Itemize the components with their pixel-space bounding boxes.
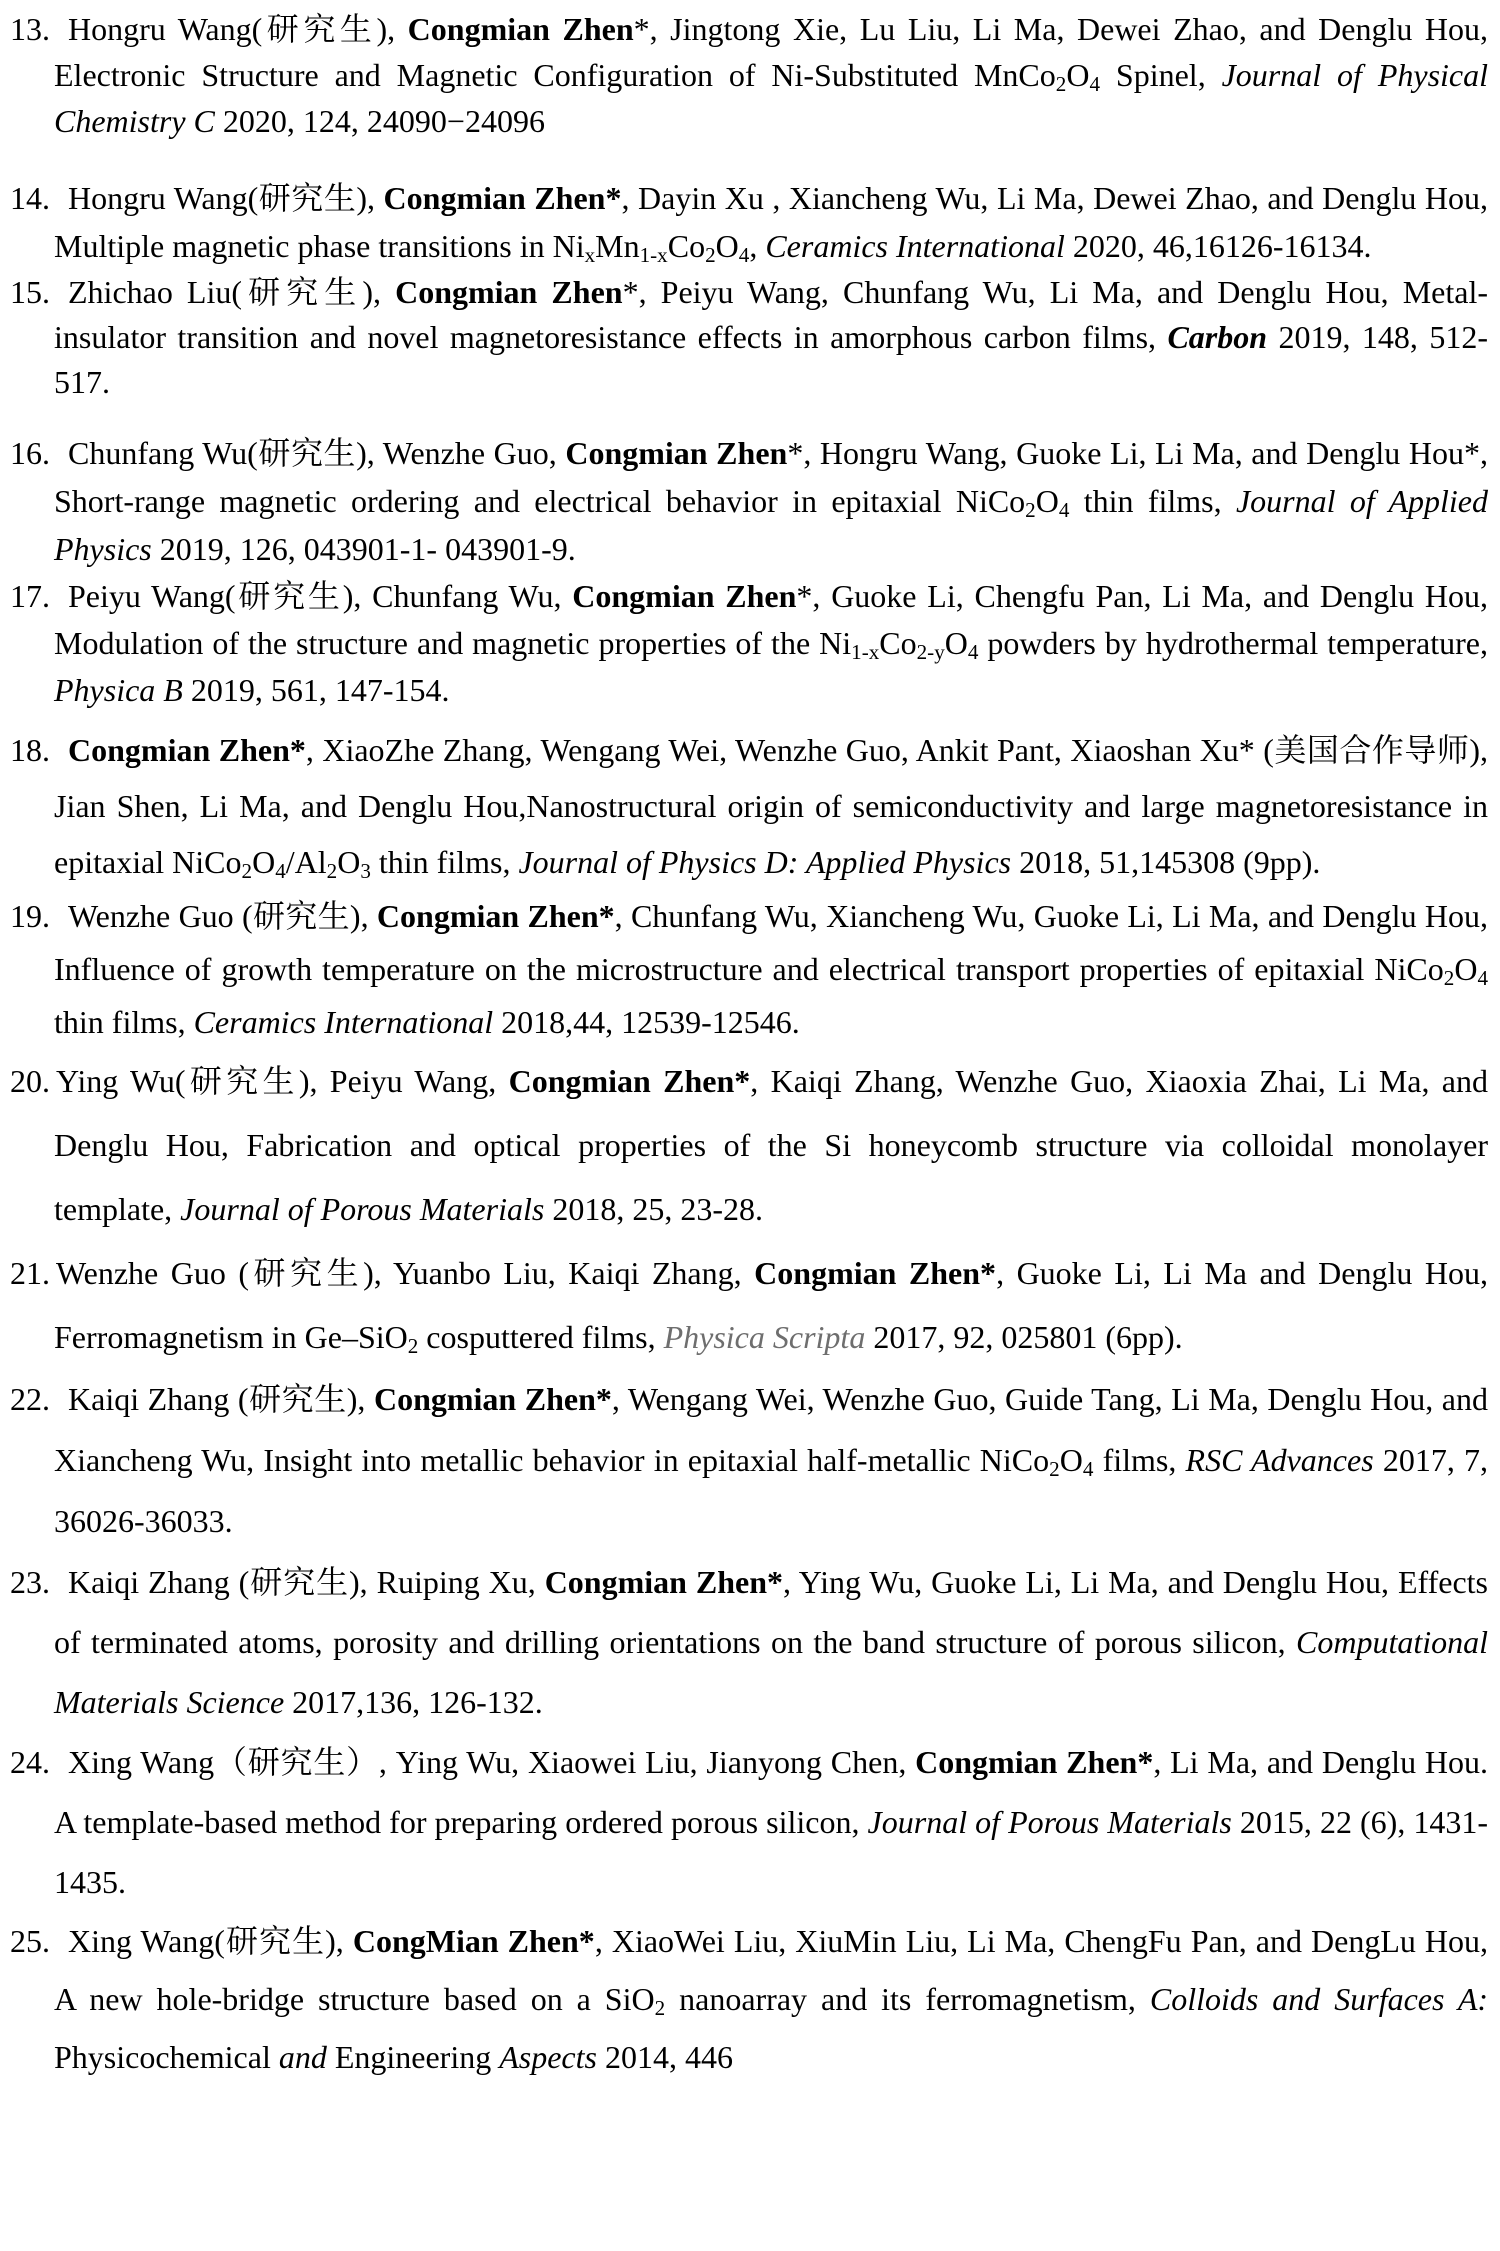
text-segment: , Guoke Li, Li Ma and Denglu Hou, Ferromagnetism in Ge–SiO bbox=[54, 1255, 1488, 1355]
text-segment: Ying Wu(研究生), Peiyu Wang, bbox=[56, 1063, 509, 1099]
text-segment: 2019, 561, 147-154. bbox=[182, 672, 450, 708]
journal-name: Physica Scripta bbox=[663, 1319, 866, 1355]
journal-name: Ceramics International bbox=[193, 1004, 494, 1040]
text-segment: 2 bbox=[241, 858, 253, 883]
publication-item bbox=[10, 1049, 1488, 1241]
journal-name: Journal of Porous Materials bbox=[867, 1804, 1232, 1840]
text-segment: 3 bbox=[360, 858, 371, 883]
text-segment: 2 bbox=[326, 858, 338, 883]
journal-name: Colloids and Surfaces A: bbox=[1149, 1981, 1489, 2017]
text-segment: 1-x bbox=[851, 639, 880, 664]
text-segment: Zhichao Liu(研究生), bbox=[68, 274, 396, 310]
publication-list bbox=[10, 6, 1488, 2086]
author-highlight: Congmian Zhen bbox=[572, 578, 797, 614]
text-segment: Co bbox=[879, 625, 917, 661]
publication-item bbox=[10, 573, 1488, 714]
text-segment: thin films, bbox=[370, 844, 519, 880]
journal-name: Carbon bbox=[1167, 319, 1268, 355]
text-segment: 2015, 22 (6), 1431-1435. bbox=[54, 1804, 1489, 1900]
text-segment: , Ying Wu, Guoke Li, Li Ma, and Denglu Hou, Effects of terminated atoms, porosity and drilling orientations on the band structure of porous silicon, bbox=[54, 1564, 1488, 1660]
text-segment: 2018, 51,145308 (9pp). bbox=[1011, 844, 1321, 880]
text-segment: 2019, 126, 043901-1- 043901-9. bbox=[151, 531, 576, 567]
text-segment: films, bbox=[1093, 1442, 1186, 1478]
text-segment: , XiaoWei Liu, XiuMin Liu, Li Ma, ChengFu Pan, and DengLu Hou, A new hole-bridge structure based on a SiO bbox=[54, 1923, 1489, 2017]
text-segment: *, Guoke Li, Chengfu Pan, Li Ma, and Denglu Hou, Modulation of the structure and magnetic properties of the Ni bbox=[54, 578, 1488, 661]
text-segment: 4 bbox=[275, 858, 286, 883]
text-segment: 1-x bbox=[639, 242, 668, 267]
text-segment: O bbox=[1059, 1442, 1083, 1478]
journal-name: Computational Materials Science bbox=[54, 1624, 1488, 1720]
text-segment: , bbox=[749, 228, 766, 264]
text-segment: *, Jingtong Xie, Lu Liu, Li Ma, Dewei Zhao, and Denglu Hou, Electronic Structure and Magnetic Configuration of Ni-Substituted MnCo bbox=[54, 11, 1489, 93]
publication-number: 23. bbox=[10, 1564, 50, 1600]
text-segment: Wenzhe Guo (研究生), Yuanbo Liu, Kaiqi Zhang, bbox=[56, 1255, 755, 1291]
publication-item bbox=[10, 6, 1488, 144]
text-segment: 2 bbox=[1055, 71, 1067, 96]
text-segment: 2017, 92, 025801 (6pp). bbox=[865, 1319, 1183, 1355]
journal-name: Ceramics International bbox=[765, 228, 1065, 264]
text-segment: 2 bbox=[654, 1995, 666, 2020]
text-segment: O bbox=[252, 844, 276, 880]
text-segment: 2017,136, 126-132. bbox=[284, 1684, 543, 1720]
text-segment: 2019, 148, 512-517. bbox=[54, 319, 1489, 400]
text-segment: O bbox=[337, 844, 361, 880]
text-segment: Physicochemical bbox=[54, 2039, 279, 2075]
publication-number: 20. bbox=[10, 1063, 50, 1099]
text-segment: 4 bbox=[1058, 497, 1070, 522]
publication-number: 17. bbox=[10, 578, 50, 614]
text-segment: Co bbox=[667, 228, 706, 264]
text-segment: Spinel, bbox=[1100, 57, 1222, 93]
publication-item bbox=[10, 1912, 1488, 2086]
publication-item bbox=[10, 1552, 1488, 1732]
text-segment: , Li Ma, and Denglu Hou. A template-based method for preparing ordered porous silicon, bbox=[54, 1744, 1488, 1840]
text-segment: Hongru Wang(研究生), bbox=[68, 11, 408, 47]
text-segment: 2-y bbox=[916, 639, 945, 664]
publication-number: 13. bbox=[10, 11, 50, 47]
author-highlight: Congmian Zhen bbox=[407, 11, 634, 47]
author-highlight: Congmian Zhen* bbox=[376, 898, 615, 934]
text-segment: *, Peiyu Wang, Chunfang Wu, Li Ma, and Denglu Hou, Metal-insulator transition and novel magnetoresistance effects in amorphous carbon films, bbox=[54, 274, 1489, 355]
author-highlight: Congmian Zhen* bbox=[544, 1564, 783, 1600]
text-segment: 2 bbox=[1025, 497, 1036, 522]
journal-name: Physica B bbox=[54, 672, 183, 708]
text-segment: , Wengang Wei, Wenzhe Guo, Guide Tang, Li Ma, Denglu Hou, and Xiancheng Wu, Insight into metallic behavior in epitaxial half-metallic NiCo bbox=[54, 1381, 1488, 1478]
text-segment: 4 bbox=[1082, 1456, 1094, 1481]
text-segment: 2 bbox=[407, 1333, 419, 1358]
publication-item bbox=[10, 890, 1488, 1049]
text-segment: /Al bbox=[285, 844, 327, 880]
text-segment: Xing Wang(研究生), bbox=[68, 1923, 353, 1959]
author-highlight: Congmian Zhen* bbox=[508, 1063, 751, 1099]
text-segment: thin films, bbox=[1069, 483, 1236, 519]
publication-number: 22. bbox=[10, 1381, 50, 1417]
text-segment: O bbox=[1066, 57, 1090, 93]
text-segment: , XiaoZhe Zhang, Wengang Wei, Wenzhe Guo, Ankit Pant, Xiaoshan Xu* (美国合作导师), Jian Shen, Li Ma, and Denglu Hou,Nanostructural origin of semiconductivity and large magnetoresistance in epitaxial NiCo bbox=[54, 732, 1488, 880]
publication-item bbox=[10, 722, 1488, 890]
text-segment: Peiyu Wang(研究生), Chunfang Wu, bbox=[68, 578, 573, 614]
author-highlight: Congmian Zhen* bbox=[373, 1381, 612, 1417]
author-highlight: Congmian Zhen bbox=[565, 435, 788, 471]
text-segment: cosputtered films, bbox=[418, 1319, 664, 1355]
text-segment: O bbox=[944, 625, 968, 661]
text-segment: O bbox=[715, 228, 739, 264]
text-segment: , Dayin Xu , Xiancheng Wu, Li Ma, Dewei Zhao, and Denglu Hou, Multiple magnetic phase transitions in Ni bbox=[54, 180, 1489, 264]
journal-name: Journal of Physics D: Applied Physics bbox=[518, 844, 1012, 880]
journal-name: RSC Advances bbox=[1185, 1442, 1374, 1478]
text-segment: 2 bbox=[1049, 1456, 1060, 1481]
text-segment: Xing Wang（研究生）, Ying Wu, Xiaowei Liu, Jianyong Chen, bbox=[68, 1744, 916, 1780]
text-segment: powders by hydrothermal temperature, bbox=[978, 625, 1489, 661]
text-segment: Kaiqi Zhang (研究生), Ruiping Xu, bbox=[68, 1564, 545, 1600]
publication-number: 25. bbox=[10, 1923, 50, 1959]
text-segment: *, Hongru Wang, Guoke Li, Li Ma, and Denglu Hou*, Short-range magnetic ordering and electrical behavior in epitaxial NiCo bbox=[54, 435, 1489, 519]
publication-item bbox=[10, 1369, 1488, 1552]
text-segment: 2018, 25, 23-28. bbox=[544, 1191, 763, 1227]
text-segment: , Chunfang Wu, Xiancheng Wu, Guoke Li, Li Ma, and Denglu Hou, Influence of growth temperature on the microstructure and electrical transport properties of epitaxial NiCo bbox=[54, 898, 1488, 987]
text-segment: 2018,44, 12539-12546. bbox=[493, 1004, 800, 1040]
text-segment: thin films, bbox=[54, 1004, 194, 1040]
text-segment: Wenzhe Guo (研究生), bbox=[68, 898, 377, 934]
text-segment: 4 bbox=[1477, 965, 1488, 990]
text-segment: 4 bbox=[738, 242, 750, 267]
publication-number: 19. bbox=[10, 898, 50, 934]
publication-item bbox=[10, 270, 1488, 405]
journal-name: Journal of Porous Materials bbox=[180, 1191, 545, 1227]
text-segment: 2017, 7, 36026-36033. bbox=[54, 1442, 1489, 1539]
publication-item bbox=[10, 174, 1488, 270]
publication-item bbox=[10, 1241, 1488, 1369]
text-segment: 4 bbox=[1089, 71, 1101, 96]
author-highlight: CongMian Zhen* bbox=[352, 1923, 595, 1959]
text-segment: Engineering bbox=[326, 2039, 500, 2075]
text-segment: 4 bbox=[967, 639, 979, 664]
author-highlight: Congmian Zhen* bbox=[383, 180, 622, 216]
text-segment: x bbox=[584, 242, 596, 267]
publication-number: 15. bbox=[10, 274, 50, 310]
text-segment: , Kaiqi Zhang, Wenzhe Guo, Xiaoxia Zhai, Li Ma, and Denglu Hou, Fabrication and optical properties of the Si honeycomb structure via colloidal monolayer template, bbox=[54, 1063, 1489, 1227]
author-highlight: Congmian Zhen bbox=[395, 274, 623, 310]
text-segment: Kaiqi Zhang (研究生), bbox=[68, 1381, 374, 1417]
journal-name: and bbox=[278, 2039, 327, 2075]
publication-number: 18. bbox=[10, 732, 50, 768]
journal-name: Journal of Physical Chemistry C bbox=[54, 57, 1489, 139]
author-highlight: Congmian Zhen* bbox=[754, 1255, 997, 1291]
author-highlight: Congmian Zhen* bbox=[915, 1744, 1154, 1780]
text-segment: Hongru Wang(研究生), bbox=[68, 180, 384, 216]
text-segment: O bbox=[1035, 483, 1059, 519]
journal-name: Journal of Applied Physics bbox=[54, 483, 1488, 567]
text-segment: 2014, 446 bbox=[596, 2039, 733, 2075]
publication-number: 16. bbox=[10, 435, 50, 471]
text-segment: nanoarray and its ferromagnetism, bbox=[665, 1981, 1150, 2017]
publication-item bbox=[10, 429, 1488, 573]
text-segment: O bbox=[1454, 951, 1478, 987]
publication-number: 24. bbox=[10, 1744, 50, 1780]
author-highlight: Congmian Zhen* bbox=[68, 732, 306, 768]
publication-number: 21. bbox=[10, 1255, 50, 1291]
text-segment: 2020, 46,16126-16134. bbox=[1064, 228, 1372, 264]
publication-item bbox=[10, 1732, 1488, 1912]
publication-number: 14. bbox=[10, 180, 50, 216]
text-segment: Chunfang Wu(研究生), Wenzhe Guo, bbox=[68, 435, 566, 471]
text-segment: 2 bbox=[705, 242, 716, 267]
text-segment: 2 bbox=[1443, 965, 1455, 990]
text-segment: 2020, 124, 24090−24096 bbox=[214, 103, 545, 139]
journal-name: Aspects bbox=[499, 2039, 597, 2075]
text-segment: Mn bbox=[595, 228, 640, 264]
